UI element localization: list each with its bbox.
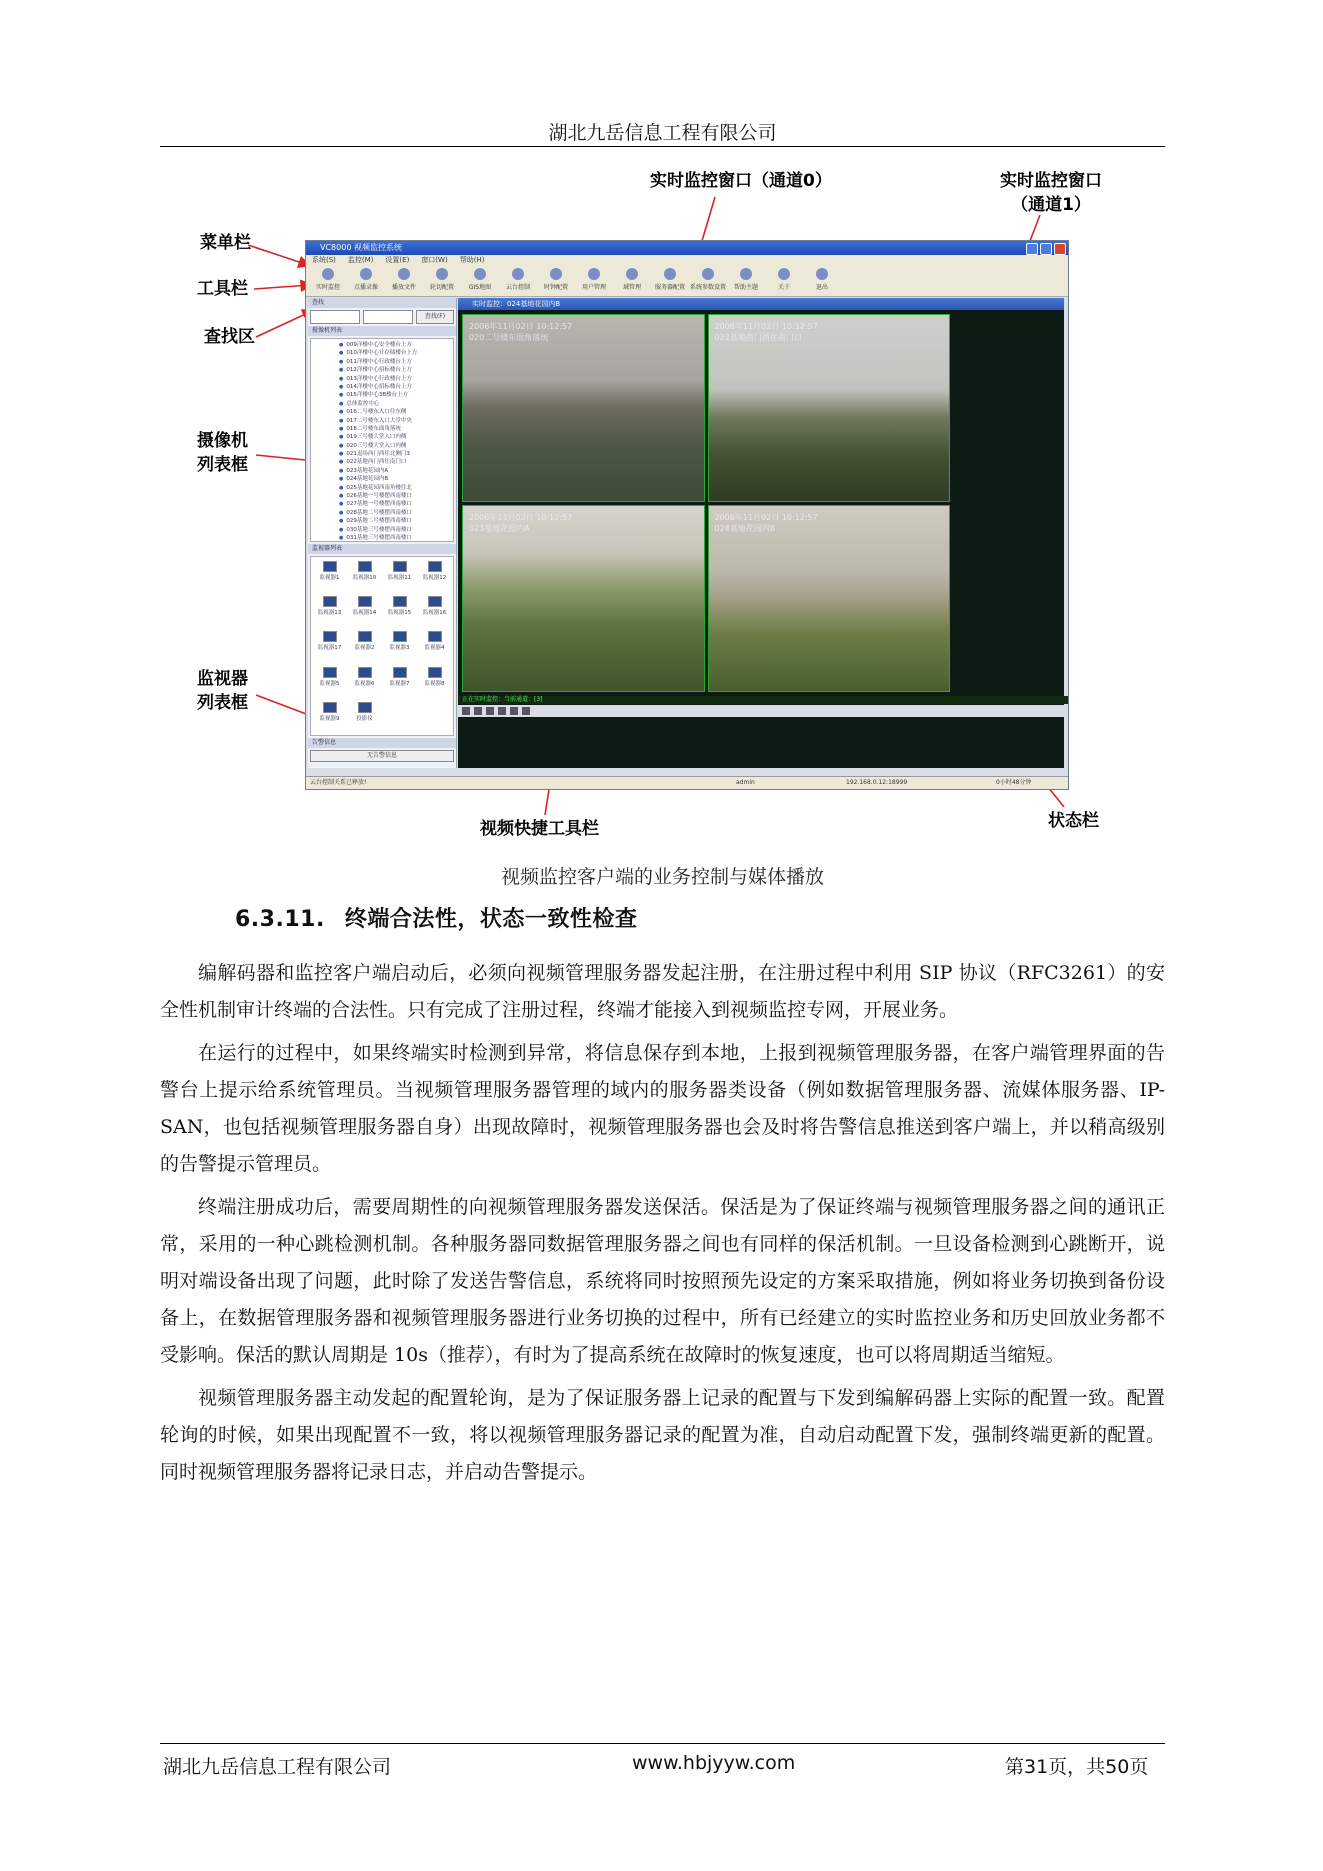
- camera-list-item[interactable]: ● 017二号楼东入口大堂中央: [339, 417, 453, 425]
- camera-list-item[interactable]: ● 总体监控中心: [339, 400, 453, 408]
- label-status-bar: 状态栏: [1048, 811, 1099, 831]
- tool-label: 帮助主题: [733, 284, 758, 291]
- home-icon: [626, 268, 638, 280]
- camera-list-item[interactable]: ● 030基地三号楼摆西南楼口: [339, 526, 453, 534]
- camera-list-item[interactable]: ● 025基地花园西南角楼往北: [339, 484, 453, 492]
- label-monitor-list-line2: 列表框: [197, 693, 248, 713]
- monitor-label: 监视器14: [352, 610, 377, 617]
- camera-list-item[interactable]: ● 016二号楼东入口往东侧: [339, 408, 453, 416]
- tool-label: 点播录像: [353, 284, 378, 291]
- header-rule: [160, 146, 1165, 147]
- camera-time: 2006年11月02日 10:12:57: [714, 512, 818, 522]
- monitor-icon: [323, 561, 337, 572]
- monitor-label: 监视器6: [354, 680, 375, 687]
- tool-ptz-control[interactable]: [500, 266, 536, 296]
- monitor-icon: [358, 631, 372, 642]
- monitor-item[interactable]: [350, 596, 379, 625]
- monitor-item[interactable]: [420, 667, 449, 696]
- tool-label: 域管理: [622, 284, 641, 291]
- alarm-title: 告警信息: [308, 738, 456, 748]
- monitor-label: 监视器16: [422, 610, 447, 617]
- footer-company: 湖北九岳信息工程有限公司: [163, 1756, 392, 1778]
- monitor-item[interactable]: [350, 702, 379, 731]
- monitor-label: 监视器8: [424, 680, 445, 687]
- gear-icon: [702, 268, 714, 280]
- monitor-icon: [323, 631, 337, 642]
- tool-realtime-monitor[interactable]: [310, 266, 346, 296]
- camera-list-item[interactable]: ● 009洋楼中心安全楼台上方: [339, 341, 453, 349]
- section-title: 终端合法性，状态一致性检查: [344, 907, 638, 932]
- section-heading: [235, 902, 637, 933]
- monitor-item[interactable]: [385, 596, 414, 625]
- app-window: [305, 240, 1069, 790]
- tool-label: 关于: [777, 284, 790, 291]
- menu-bar: [306, 255, 1068, 266]
- paragraph: 在运行的过程中，如果终端实时检测到异常，将信息保存到本地，上报到视频管理服务器，在客户端管理界面的告警台上提示给系统管理员。当视频管理服务器管理的域内的服务器类设备（例如数据管理服务器、流媒体服务器、IP-SAN，也包括视频管理服务器自身）出现故障时，视频管理服务器也会及时将告警信息推送到客户端上，并以稍高级别的告警提示管理员。: [160, 1042, 1165, 1175]
- monitor-icon: [393, 631, 407, 642]
- monitor-icon: [358, 702, 372, 713]
- tool-label: 实时监控: [315, 284, 340, 291]
- paragraph: 编解码器和监控客户端启动后，必须向视频管理服务器发起注册，在注册过程中利用 SIP 协议（RFC3261）的安全性机制审计终端的合法性。只有完成了注册过程，终端才能接入到视频监控专网，开展业务。: [160, 962, 1165, 1021]
- status-ip: 192.168.0.12:18999: [846, 779, 908, 786]
- monitor-icon: [428, 667, 442, 678]
- tool-system-params[interactable]: [690, 266, 726, 296]
- menu-item-help[interactable]: 帮助(H): [459, 256, 485, 264]
- camera-list-item[interactable]: ● 013洋楼中心行政楼台上方: [339, 375, 453, 383]
- page-header: 湖北九岳信息工程有限公司: [548, 122, 777, 144]
- monitor-label: 监视器12: [422, 575, 447, 581]
- label-realtime-window-1: [1000, 169, 1102, 217]
- camera-time: 2006年11月02日 10:12:57: [469, 512, 573, 522]
- monitor-label: 监视器13: [317, 610, 342, 617]
- monitor-item[interactable]: [350, 667, 379, 696]
- tool-label: GIS地图: [468, 284, 492, 291]
- playback-icon: [360, 268, 372, 280]
- monitor-item[interactable]: [350, 561, 379, 590]
- camera-list-item[interactable]: ● 015洋楼中心3B楼台上方: [339, 391, 453, 399]
- monitor-icon: [323, 667, 337, 678]
- video-window-title: 实时监控：024基地花园内B: [458, 298, 1064, 310]
- monitor-item[interactable]: [385, 561, 414, 590]
- tool-playback[interactable]: [348, 266, 384, 296]
- tool-bar: [306, 266, 1068, 297]
- label-realtime-window-0: 实时监控窗口（通道0）: [650, 171, 832, 191]
- camera-time: 2006年11月02日 10:12:57: [469, 322, 573, 331]
- close-icon[interactable]: [1054, 243, 1066, 255]
- camera-list-item[interactable]: ● 018二号楼东面角落统: [339, 425, 453, 433]
- tool-label: 服务器配置: [654, 284, 685, 291]
- monitor-item[interactable]: [385, 631, 414, 660]
- monitor-item[interactable]: [420, 596, 449, 625]
- monitor-label: 监视器17: [317, 645, 342, 652]
- play-icon[interactable]: [462, 707, 470, 715]
- search-row: [308, 308, 456, 326]
- video-pane: [458, 298, 1064, 768]
- tool-rotation-config[interactable]: [424, 266, 460, 296]
- server-icon: [664, 268, 676, 280]
- tool-clock-config[interactable]: [538, 266, 574, 296]
- tool-user-manage[interactable]: [576, 266, 612, 296]
- paragraph: 视频管理服务器主动发起的配置轮询，是为了保证服务器上记录的配置与下发到编解码器上实际的配置一致。配置轮询的时候，如果出现配置不一致，将以视频管理服务器记录的配置为准，自动启动配置下发，强制终端更新的配置。同时视频管理服务器将记录日志，并启动告警提示。: [160, 1387, 1165, 1483]
- monitor-item[interactable]: [420, 561, 449, 590]
- camera-list-item[interactable]: ● 029基地二号楼摆西南楼口: [339, 517, 453, 525]
- monitor-icon: [358, 667, 372, 678]
- monitor-label: 监视器10: [352, 575, 377, 581]
- camera-list-item[interactable]: ● 022基地西门西往南门口: [339, 458, 453, 466]
- monitor-icon: [323, 702, 337, 713]
- volume-icon[interactable]: [522, 707, 530, 715]
- menu-item-monitor[interactable]: 监控(M): [347, 256, 374, 264]
- monitor-icon: [393, 667, 407, 678]
- camera-list-item[interactable]: ● 031基地三号楼摆西南楼口: [339, 534, 453, 542]
- monitor-label: 监视器2: [354, 645, 375, 652]
- footer-rule: [160, 1743, 1165, 1744]
- status-message: 云台控制关系已释放!: [310, 779, 367, 786]
- camera-list-item[interactable]: ● 028基地二号楼摆西南楼口: [339, 509, 453, 517]
- monitor-label: 投影仪: [356, 715, 373, 722]
- left-panel: [308, 298, 457, 768]
- monitor-item[interactable]: [385, 667, 414, 696]
- maximize-icon[interactable]: [1040, 243, 1052, 255]
- camera-list-item[interactable]: ● 027基地一号楼摆西南楼口: [339, 500, 453, 508]
- label-realtime-window-1-line1: 实时监控窗口: [1000, 171, 1102, 191]
- tool-label: 退出: [815, 284, 828, 291]
- rotate-icon: [436, 268, 448, 280]
- monitor-label: 监视器7: [389, 680, 410, 687]
- camera-name: 023基地花园内A: [469, 523, 530, 533]
- tool-help-topics[interactable]: [728, 266, 764, 296]
- monitor-icon: [358, 596, 372, 607]
- monitor-label: 监视器9: [319, 715, 340, 722]
- label-realtime-window-1-line2: （通道1）: [1011, 195, 1091, 215]
- camera-overlay: [469, 321, 572, 343]
- figure-caption: 视频监控客户端的业务控制与媒体播放: [500, 866, 824, 888]
- camera-list-title: 摄像机列表: [308, 326, 456, 336]
- clock-icon: [550, 268, 562, 280]
- search-input[interactable]: [363, 310, 413, 324]
- body-text: [160, 955, 1165, 1497]
- label-menu-bar: 菜单栏: [200, 233, 251, 253]
- monitor-item[interactable]: [420, 631, 449, 660]
- monitor-label: 监视器11: [387, 575, 412, 581]
- camera-list-item[interactable]: ● 021退场西门西往北侧门3: [339, 450, 453, 458]
- camera-view-0[interactable]: [462, 314, 705, 502]
- camera-name: 022基地西门西往南门口: [714, 333, 802, 342]
- label-video-toolbar: 视频快捷工具栏: [480, 819, 599, 839]
- tool-label: 播放文件: [391, 284, 416, 291]
- monitor-icon: [428, 596, 442, 607]
- app-title: VC8000 视频监控系统: [320, 243, 402, 252]
- exit-icon: [816, 268, 828, 280]
- menu-item-window[interactable]: 窗口(W): [421, 256, 448, 264]
- tool-server-config[interactable]: [652, 266, 688, 296]
- tool-label: 用户管理: [581, 284, 606, 291]
- footer-url: www.hbjyyw.com: [632, 1752, 796, 1774]
- tool-label: 系统参数设置: [690, 284, 727, 291]
- file-icon: [398, 268, 410, 280]
- label-camera-list-line1: 摄像机: [197, 431, 248, 451]
- camera-overlay: [715, 512, 818, 534]
- stop-icon[interactable]: [474, 707, 482, 715]
- camera-overlay: [715, 321, 818, 343]
- status-bar: [306, 776, 1068, 789]
- camera-view-3[interactable]: [708, 505, 951, 693]
- footer-page: 第31页，共50页: [1005, 1756, 1149, 1778]
- monitor-icon: [323, 596, 337, 607]
- monitor-grid: [310, 556, 454, 736]
- camera-list-item[interactable]: ● 023基地花园内A: [339, 467, 453, 475]
- menu-item-system[interactable]: 系统(S): [312, 256, 336, 264]
- camera-list-item[interactable]: ● 020三号楼大堂入口内侧: [339, 442, 453, 450]
- monitor-list-title: 监视器列表: [308, 544, 456, 554]
- label-camera-list-line2: 列表框: [197, 455, 248, 475]
- label-tool-bar: 工具栏: [197, 279, 248, 299]
- tool-label: 轮切配置: [429, 284, 454, 291]
- monitor-label: 监视器3: [389, 645, 410, 652]
- minimize-icon[interactable]: [1026, 243, 1038, 255]
- ptz-icon: [512, 268, 524, 280]
- section-number: 6.3.11.: [235, 907, 325, 932]
- monitor-item[interactable]: [315, 561, 344, 590]
- snapshot-icon[interactable]: [486, 707, 494, 715]
- help-icon: [740, 268, 752, 280]
- camera-view-2[interactable]: [462, 505, 705, 693]
- tool-label: 云台控制: [505, 284, 530, 291]
- camera-overlay: [469, 512, 572, 534]
- camera-list-item[interactable]: ● 011洋楼中心行政楼台上方: [339, 358, 453, 366]
- monitor-label: 监视器4: [424, 645, 445, 652]
- camera-list-item[interactable]: ● 019三号楼大堂入口内侧: [339, 433, 453, 441]
- camera-view-1[interactable]: [708, 314, 951, 502]
- tool-about[interactable]: [766, 266, 802, 296]
- record-icon[interactable]: [498, 707, 506, 715]
- monitor-label: 监视器15: [387, 610, 412, 617]
- video-toolbar: [458, 705, 1068, 717]
- camera-name: 020二号楼东面角落统: [469, 333, 549, 342]
- tool-domain-manage[interactable]: [614, 266, 650, 296]
- video-grid: [462, 314, 950, 692]
- monitor-item[interactable]: [350, 631, 379, 660]
- search-panel-title: 查找: [308, 298, 456, 308]
- alarm-button[interactable]: 无告警信息: [310, 750, 454, 762]
- monitor-icon: [428, 561, 442, 572]
- camera-time: 2006年11月02日 10:12:57: [714, 322, 818, 331]
- user-icon: [588, 268, 600, 280]
- monitor-label: 监视器5: [319, 680, 340, 687]
- monitor-item[interactable]: [315, 596, 344, 625]
- monitor-item[interactable]: [315, 631, 344, 660]
- camera-list-item[interactable]: ● 014洋楼中心招标楼台上方: [339, 383, 453, 391]
- camera-name: 024基地花园内B: [714, 523, 776, 533]
- camera-icon: [322, 268, 334, 280]
- map-icon: [474, 268, 486, 280]
- monitor-label: 监视器1: [319, 575, 340, 581]
- monitor-icon: [393, 561, 407, 572]
- label-search-area: 查找区: [204, 327, 255, 347]
- tool-label: 时钟配置: [543, 284, 568, 291]
- camera-list-item[interactable]: ● 012洋楼中心招标楼台上方: [339, 366, 453, 374]
- camera-tree[interactable]: [310, 338, 454, 542]
- monitor-item[interactable]: [315, 702, 344, 731]
- tool-exit[interactable]: [804, 266, 840, 296]
- label-camera-list: [197, 429, 248, 477]
- paragraph: 终端注册成功后，需要周期性的向视频管理服务器发送保活。保活是为了保证终端与视频管理服务器之间的通讯正常，采用的一种心跳检测机制。各种服务器同数据管理服务器之间也有同样的保活机制。一旦设备检测到心跳断开，说明对端设备出现了问题，此时除了发送告警信息，系统将同时按照预先设定的方案采取措施，例如将业务切换到备份设备上，在数据管理服务器和视频管理服务器进行业务切换的过程中，所有已经建立的实时监控业务和历史回放业务都不受影响。保活的默认周期是 10s（推荐），有时为了提高系统在故障时的恢复速度，也可以将周期适当缩短。: [160, 1196, 1165, 1366]
- video-status: 正在实时监控：当前通道：[3]: [458, 696, 1068, 704]
- search-type-select[interactable]: [310, 310, 360, 324]
- label-monitor-list-line1: 监视器: [197, 669, 248, 689]
- monitor-item[interactable]: [315, 667, 344, 696]
- camera-list-item[interactable]: ● 026基地一号楼摆西南楼口: [339, 492, 453, 500]
- app-titlebar: [306, 241, 1068, 255]
- info-icon: [778, 268, 790, 280]
- camera-list-item[interactable]: ● 024基地花园内B: [339, 475, 453, 483]
- status-user: admin: [736, 779, 755, 786]
- monitor-icon: [428, 631, 442, 642]
- tool-play-file[interactable]: [386, 266, 422, 296]
- monitor-icon: [358, 561, 372, 572]
- screenshot-figure: [160, 165, 1165, 845]
- camera-list-item[interactable]: ● 010洋楼中心计存储楼台上方: [339, 349, 453, 357]
- tool-gis-map[interactable]: [462, 266, 498, 296]
- label-monitor-list: [197, 667, 248, 715]
- status-time: 0小时48分钟: [996, 779, 1032, 786]
- menu-item-settings[interactable]: 设置(E): [385, 256, 410, 264]
- fullscreen-icon[interactable]: [510, 707, 518, 715]
- monitor-icon: [393, 596, 407, 607]
- search-button[interactable]: 查找(F): [416, 310, 454, 324]
